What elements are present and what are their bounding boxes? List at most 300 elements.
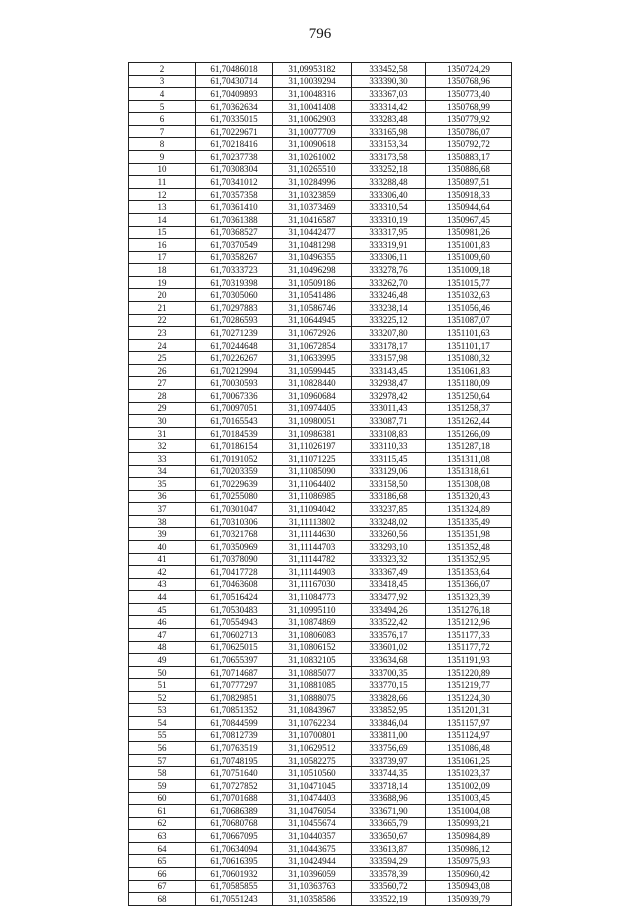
x-coordinate-cell: 333108,83 [352, 427, 426, 440]
table-row [129, 390, 512, 403]
latitude-cell: 61,70686389 [196, 805, 273, 818]
longitude-cell: 31,11085090 [273, 465, 352, 478]
x-coordinate-cell: 333252,18 [352, 163, 426, 176]
point-number-cell: 60 [129, 792, 196, 805]
x-coordinate-cell: 333207,80 [352, 327, 426, 340]
point-number-cell: 29 [129, 402, 196, 415]
point-number-cell: 8 [129, 138, 196, 151]
longitude-cell: 31,10363763 [273, 880, 352, 893]
point-number-cell: 5 [129, 100, 196, 113]
table-row [129, 603, 512, 616]
y-coordinate-cell: 1351352,48 [426, 540, 512, 553]
point-number-cell: 11 [129, 176, 196, 189]
table-row [129, 641, 512, 654]
x-coordinate-cell: 333323,32 [352, 553, 426, 566]
longitude-cell: 31,10090618 [273, 138, 352, 151]
point-number-cell: 61 [129, 805, 196, 818]
table-row [129, 767, 512, 780]
x-coordinate-cell: 333452,58 [352, 63, 426, 76]
table-row [129, 779, 512, 792]
table-row [129, 893, 512, 906]
y-coordinate-cell: 1350981,26 [426, 226, 512, 239]
point-number-cell: 57 [129, 754, 196, 767]
point-number-cell: 18 [129, 264, 196, 277]
y-coordinate-cell: 1351352,95 [426, 553, 512, 566]
table-row [129, 415, 512, 428]
point-number-cell: 54 [129, 717, 196, 730]
longitude-cell: 31,10881085 [273, 679, 352, 692]
x-coordinate-cell: 333306,11 [352, 251, 426, 264]
table-row [129, 717, 512, 730]
latitude-cell: 61,70297883 [196, 301, 273, 314]
longitude-cell: 31,10995110 [273, 603, 352, 616]
y-coordinate-cell: 1351002,09 [426, 779, 512, 792]
longitude-cell: 31,10586746 [273, 301, 352, 314]
longitude-cell: 31,11144782 [273, 553, 352, 566]
latitude-cell: 61,70097051 [196, 402, 273, 415]
y-coordinate-cell: 1350897,51 [426, 176, 512, 189]
latitude-cell: 61,70308304 [196, 163, 273, 176]
x-coordinate-cell: 333143,45 [352, 364, 426, 377]
point-number-cell: 55 [129, 729, 196, 742]
table-row [129, 503, 512, 516]
table-row [129, 691, 512, 704]
longitude-cell: 31,10828440 [273, 377, 352, 390]
y-coordinate-cell: 1351015,77 [426, 276, 512, 289]
longitude-cell: 31,11086985 [273, 490, 352, 503]
table-row [129, 855, 512, 868]
table-row [129, 440, 512, 453]
x-coordinate-cell: 333317,95 [352, 226, 426, 239]
latitude-cell: 61,70361410 [196, 201, 273, 214]
point-number-cell: 44 [129, 591, 196, 604]
point-number-cell: 17 [129, 251, 196, 264]
latitude-cell: 61,70829851 [196, 691, 273, 704]
longitude-cell: 31,10496298 [273, 264, 352, 277]
longitude-cell: 31,10700801 [273, 729, 352, 742]
x-coordinate-cell: 333157,98 [352, 352, 426, 365]
latitude-cell: 61,70409893 [196, 88, 273, 101]
point-number-cell: 46 [129, 616, 196, 629]
longitude-cell: 31,10265510 [273, 163, 352, 176]
y-coordinate-cell: 1351061,25 [426, 754, 512, 767]
point-number-cell: 26 [129, 364, 196, 377]
point-number-cell: 50 [129, 666, 196, 679]
y-coordinate-cell: 1350724,29 [426, 63, 512, 76]
y-coordinate-cell: 1351219,77 [426, 679, 512, 692]
point-number-cell: 24 [129, 339, 196, 352]
table-row [129, 465, 512, 478]
y-coordinate-cell: 1351157,97 [426, 717, 512, 730]
latitude-cell: 61,70165543 [196, 415, 273, 428]
table-row [129, 540, 512, 553]
point-number-cell: 39 [129, 528, 196, 541]
point-number-cell: 43 [129, 578, 196, 591]
longitude-cell: 31,10443675 [273, 842, 352, 855]
y-coordinate-cell: 1351311,08 [426, 452, 512, 465]
point-number-cell: 68 [129, 893, 196, 906]
y-coordinate-cell: 1351004,08 [426, 805, 512, 818]
longitude-cell: 31,10874869 [273, 616, 352, 629]
longitude-cell: 31,10496355 [273, 251, 352, 264]
table-row [129, 377, 512, 390]
latitude-cell: 61,70229639 [196, 478, 273, 491]
latitude-cell: 61,70067336 [196, 390, 273, 403]
longitude-cell: 31,10885077 [273, 666, 352, 679]
x-coordinate-cell: 333846,04 [352, 717, 426, 730]
longitude-cell: 31,10644945 [273, 314, 352, 327]
point-number-cell: 27 [129, 377, 196, 390]
y-coordinate-cell: 1350883,17 [426, 151, 512, 164]
longitude-cell: 31,10806152 [273, 641, 352, 654]
point-number-cell: 38 [129, 515, 196, 528]
latitude-cell: 61,70516424 [196, 591, 273, 604]
longitude-cell: 31,10373469 [273, 201, 352, 214]
longitude-cell: 31,10396059 [273, 868, 352, 881]
latitude-cell: 61,70358267 [196, 251, 273, 264]
latitude-cell: 61,70305060 [196, 289, 273, 302]
table-row [129, 276, 512, 289]
x-coordinate-cell: 333718,14 [352, 779, 426, 792]
table-row [129, 113, 512, 126]
longitude-cell: 31,10039294 [273, 75, 352, 88]
point-number-cell: 7 [129, 125, 196, 138]
latitude-cell: 61,70321768 [196, 528, 273, 541]
table-row [129, 239, 512, 252]
latitude-cell: 61,70634094 [196, 842, 273, 855]
latitude-cell: 61,70714687 [196, 666, 273, 679]
longitude-cell: 31,10832105 [273, 654, 352, 667]
point-number-cell: 22 [129, 314, 196, 327]
x-coordinate-cell: 333110,33 [352, 440, 426, 453]
point-number-cell: 15 [129, 226, 196, 239]
table-row [129, 213, 512, 226]
point-number-cell: 37 [129, 503, 196, 516]
y-coordinate-cell: 1350967,45 [426, 213, 512, 226]
x-coordinate-cell: 333225,12 [352, 314, 426, 327]
longitude-cell: 31,10582275 [273, 754, 352, 767]
longitude-cell: 31,10986381 [273, 427, 352, 440]
table-row [129, 264, 512, 277]
x-coordinate-cell: 333650,67 [352, 830, 426, 843]
y-coordinate-cell: 1351224,30 [426, 691, 512, 704]
longitude-cell: 31,11084773 [273, 591, 352, 604]
table-row [129, 163, 512, 176]
point-number-cell: 6 [129, 113, 196, 126]
point-number-cell: 65 [129, 855, 196, 868]
longitude-cell: 31,10974405 [273, 402, 352, 415]
x-coordinate-cell: 333522,19 [352, 893, 426, 906]
y-coordinate-cell: 1351056,46 [426, 301, 512, 314]
longitude-cell: 31,10672854 [273, 339, 352, 352]
longitude-cell: 31,10440357 [273, 830, 352, 843]
y-coordinate-cell: 1351262,44 [426, 415, 512, 428]
point-number-cell: 53 [129, 704, 196, 717]
point-number-cell: 51 [129, 679, 196, 692]
y-coordinate-cell: 1351177,33 [426, 629, 512, 642]
table-row [129, 553, 512, 566]
latitude-cell: 61,70851352 [196, 704, 273, 717]
latitude-cell: 61,70625015 [196, 641, 273, 654]
longitude-cell: 31,10476054 [273, 805, 352, 818]
y-coordinate-cell: 1351258,37 [426, 402, 512, 415]
longitude-cell: 31,11026197 [273, 440, 352, 453]
table-row [129, 226, 512, 239]
x-coordinate-cell: 333601,02 [352, 641, 426, 654]
y-coordinate-cell: 1350918,33 [426, 188, 512, 201]
longitude-cell: 31,10048316 [273, 88, 352, 101]
table-row [129, 125, 512, 138]
latitude-cell: 61,70727852 [196, 779, 273, 792]
latitude-cell: 61,70430714 [196, 75, 273, 88]
x-coordinate-cell: 333634,68 [352, 654, 426, 667]
point-number-cell: 64 [129, 842, 196, 855]
y-coordinate-cell: 1350786,07 [426, 125, 512, 138]
y-coordinate-cell: 1350768,96 [426, 75, 512, 88]
latitude-cell: 61,70218416 [196, 138, 273, 151]
y-coordinate-cell: 1350986,12 [426, 842, 512, 855]
y-coordinate-cell: 1351323,39 [426, 591, 512, 604]
point-number-cell: 12 [129, 188, 196, 201]
point-number-cell: 67 [129, 880, 196, 893]
table-row [129, 402, 512, 415]
latitude-cell: 61,70335015 [196, 113, 273, 126]
x-coordinate-cell: 333319,91 [352, 239, 426, 252]
point-number-cell: 58 [129, 767, 196, 780]
x-coordinate-cell: 333011,43 [352, 402, 426, 415]
table-row [129, 151, 512, 164]
y-coordinate-cell: 1351324,89 [426, 503, 512, 516]
latitude-cell: 61,70585855 [196, 880, 273, 893]
point-number-cell: 19 [129, 276, 196, 289]
table-row [129, 478, 512, 491]
y-coordinate-cell: 1351335,49 [426, 515, 512, 528]
table-row [129, 176, 512, 189]
table-row [129, 289, 512, 302]
table-row [129, 880, 512, 893]
x-coordinate-cell: 332938,47 [352, 377, 426, 390]
x-coordinate-cell: 333828,66 [352, 691, 426, 704]
x-coordinate-cell: 333739,97 [352, 754, 426, 767]
latitude-cell: 61,70030593 [196, 377, 273, 390]
y-coordinate-cell: 1351061,83 [426, 364, 512, 377]
x-coordinate-cell: 333560,72 [352, 880, 426, 893]
latitude-cell: 61,70244648 [196, 339, 273, 352]
point-number-cell: 41 [129, 553, 196, 566]
latitude-cell: 61,70286593 [196, 314, 273, 327]
point-number-cell: 66 [129, 868, 196, 881]
latitude-cell: 61,70812739 [196, 729, 273, 742]
latitude-cell: 61,70601932 [196, 868, 273, 881]
latitude-cell: 61,70212994 [196, 364, 273, 377]
latitude-cell: 61,70551243 [196, 893, 273, 906]
x-coordinate-cell: 333613,87 [352, 842, 426, 855]
table-row [129, 339, 512, 352]
longitude-cell: 31,10510560 [273, 767, 352, 780]
point-number-cell: 59 [129, 779, 196, 792]
latitude-cell: 61,70310306 [196, 515, 273, 528]
x-coordinate-cell: 333310,19 [352, 213, 426, 226]
x-coordinate-cell: 333756,69 [352, 742, 426, 755]
y-coordinate-cell: 1351191,93 [426, 654, 512, 667]
table-row [129, 817, 512, 830]
point-number-cell: 56 [129, 742, 196, 755]
coordinates-table-body [129, 63, 512, 906]
y-coordinate-cell: 1351250,64 [426, 390, 512, 403]
y-coordinate-cell: 1350886,68 [426, 163, 512, 176]
point-number-cell: 3 [129, 75, 196, 88]
table-row [129, 188, 512, 201]
y-coordinate-cell: 1350975,93 [426, 855, 512, 868]
table-row [129, 314, 512, 327]
y-coordinate-cell: 1350943,08 [426, 880, 512, 893]
x-coordinate-cell: 333262,70 [352, 276, 426, 289]
point-number-cell: 35 [129, 478, 196, 491]
latitude-cell: 61,70655397 [196, 654, 273, 667]
point-number-cell: 49 [129, 654, 196, 667]
latitude-cell: 61,70357358 [196, 188, 273, 201]
x-coordinate-cell: 332978,42 [352, 390, 426, 403]
point-number-cell: 52 [129, 691, 196, 704]
y-coordinate-cell: 1351101,63 [426, 327, 512, 340]
point-number-cell: 34 [129, 465, 196, 478]
latitude-cell: 61,70301047 [196, 503, 273, 516]
latitude-cell: 61,70748195 [196, 754, 273, 767]
longitude-cell: 31,11144903 [273, 566, 352, 579]
longitude-cell: 31,10481298 [273, 239, 352, 252]
table-row [129, 251, 512, 264]
x-coordinate-cell: 333165,98 [352, 125, 426, 138]
x-coordinate-cell: 333522,42 [352, 616, 426, 629]
coordinates-table [128, 62, 512, 906]
table-row [129, 742, 512, 755]
longitude-cell: 31,10474403 [273, 792, 352, 805]
latitude-cell: 61,70350969 [196, 540, 273, 553]
longitude-cell: 31,10442477 [273, 226, 352, 239]
point-number-cell: 31 [129, 427, 196, 440]
longitude-cell: 31,11094042 [273, 503, 352, 516]
x-coordinate-cell: 333594,29 [352, 855, 426, 868]
x-coordinate-cell: 333576,17 [352, 629, 426, 642]
latitude-cell: 61,70237738 [196, 151, 273, 164]
longitude-cell: 31,11144630 [273, 528, 352, 541]
x-coordinate-cell: 333811,00 [352, 729, 426, 742]
latitude-cell: 61,70362634 [196, 100, 273, 113]
latitude-cell: 61,70417728 [196, 566, 273, 579]
table-row [129, 792, 512, 805]
x-coordinate-cell: 333238,14 [352, 301, 426, 314]
y-coordinate-cell: 1351287,18 [426, 440, 512, 453]
longitude-cell: 31,10041408 [273, 100, 352, 113]
latitude-cell: 61,70763519 [196, 742, 273, 755]
latitude-cell: 61,70554943 [196, 616, 273, 629]
latitude-cell: 61,70341012 [196, 176, 273, 189]
table-row [129, 578, 512, 591]
y-coordinate-cell: 1351009,18 [426, 264, 512, 277]
x-coordinate-cell: 333260,56 [352, 528, 426, 541]
x-coordinate-cell: 333087,71 [352, 415, 426, 428]
x-coordinate-cell: 333367,03 [352, 88, 426, 101]
longitude-cell: 31,10323859 [273, 188, 352, 201]
latitude-cell: 61,70530483 [196, 603, 273, 616]
longitude-cell: 31,10284996 [273, 176, 352, 189]
latitude-cell: 61,70486018 [196, 63, 273, 76]
x-coordinate-cell: 333186,68 [352, 490, 426, 503]
table-row [129, 679, 512, 692]
point-number-cell: 23 [129, 327, 196, 340]
longitude-cell: 31,09953182 [273, 63, 352, 76]
longitude-cell: 31,10077709 [273, 125, 352, 138]
table-row [129, 75, 512, 88]
latitude-cell: 61,70226267 [196, 352, 273, 365]
y-coordinate-cell: 1351366,07 [426, 578, 512, 591]
latitude-cell: 61,70361388 [196, 213, 273, 226]
point-number-cell: 2 [129, 63, 196, 76]
x-coordinate-cell: 333310,54 [352, 201, 426, 214]
latitude-cell: 61,70844599 [196, 717, 273, 730]
point-number-cell: 42 [129, 566, 196, 579]
point-number-cell: 14 [129, 213, 196, 226]
y-coordinate-cell: 1351353,64 [426, 566, 512, 579]
point-number-cell: 63 [129, 830, 196, 843]
longitude-cell: 31,10509186 [273, 276, 352, 289]
y-coordinate-cell: 1350960,42 [426, 868, 512, 881]
point-number-cell: 62 [129, 817, 196, 830]
x-coordinate-cell: 333665,79 [352, 817, 426, 830]
longitude-cell: 31,10980051 [273, 415, 352, 428]
y-coordinate-cell: 1350779,92 [426, 113, 512, 126]
point-number-cell: 32 [129, 440, 196, 453]
y-coordinate-cell: 1351318,61 [426, 465, 512, 478]
latitude-cell: 61,70368527 [196, 226, 273, 239]
y-coordinate-cell: 1350939,79 [426, 893, 512, 906]
longitude-cell: 31,10455674 [273, 817, 352, 830]
x-coordinate-cell: 333178,17 [352, 339, 426, 352]
latitude-cell: 61,70616395 [196, 855, 273, 868]
y-coordinate-cell: 1351212,96 [426, 616, 512, 629]
x-coordinate-cell: 333158,50 [352, 478, 426, 491]
table-row [129, 515, 512, 528]
latitude-cell: 61,70203359 [196, 465, 273, 478]
table-row [129, 704, 512, 717]
x-coordinate-cell: 333115,45 [352, 452, 426, 465]
latitude-cell: 61,70333723 [196, 264, 273, 277]
y-coordinate-cell: 1351001,83 [426, 239, 512, 252]
latitude-cell: 61,70271239 [196, 327, 273, 340]
table-row [129, 842, 512, 855]
y-coordinate-cell: 1350773,40 [426, 88, 512, 101]
point-number-cell: 10 [129, 163, 196, 176]
table-row [129, 566, 512, 579]
x-coordinate-cell: 333688,96 [352, 792, 426, 805]
y-coordinate-cell: 1351220,89 [426, 666, 512, 679]
point-number-cell: 9 [129, 151, 196, 164]
x-coordinate-cell: 333288,48 [352, 176, 426, 189]
point-number-cell: 25 [129, 352, 196, 365]
y-coordinate-cell: 1351276,18 [426, 603, 512, 616]
table-row [129, 666, 512, 679]
y-coordinate-cell: 1351320,43 [426, 490, 512, 503]
latitude-cell: 61,70463608 [196, 578, 273, 591]
longitude-cell: 31,10358586 [273, 893, 352, 906]
table-row [129, 629, 512, 642]
longitude-cell: 31,10629512 [273, 742, 352, 755]
point-number-cell: 36 [129, 490, 196, 503]
x-coordinate-cell: 333744,35 [352, 767, 426, 780]
longitude-cell: 31,10806083 [273, 629, 352, 642]
y-coordinate-cell: 1350944,64 [426, 201, 512, 214]
table-row [129, 63, 512, 76]
